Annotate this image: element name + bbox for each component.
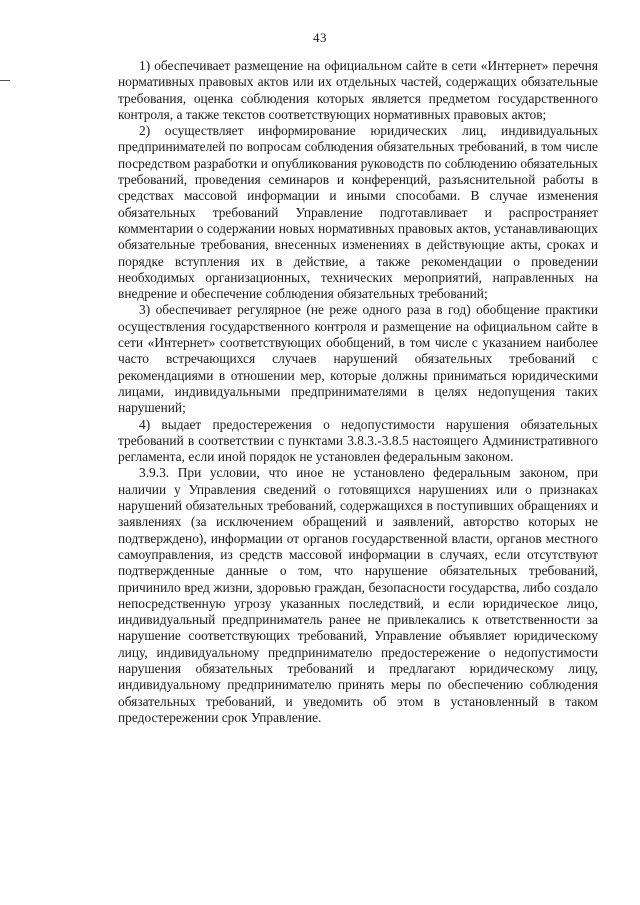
scan-edge-mark <box>0 80 10 81</box>
paragraph-item-4: 4) выдает предостережения о недопустимости нарушения обязательных требований в соответствии с пунктами 3.8.3.-3.8.5 настоящего Административного регламента, если иной порядок не установлен федеральным законом. <box>118 416 598 465</box>
paragraph-item-1: 1) обеспечивает размещение на официальном сайте в сети «Интернет» перечня нормативных правовых актов или их отдельных частей, содержащих обязательные требования, оценка соблюдения которых является предметом государственного контроля, а также текстов соответствующих нормативных правовых актов; <box>118 58 598 122</box>
page-number: 43 <box>313 30 327 45</box>
document-body <box>118 58 598 726</box>
paragraph-section-3-9-3: 3.9.3. При условии, что иное не установлено федеральным законом, при наличии у Управления сведений о готовящихся нарушениях или о признаках нарушений обязательных требований, содержащихся в поступивших обращениях и заявлениях (за исключением обращений и заявлений, авторство которых не подтверждено), информации от органов государственной власти, органов местного самоуправления, из средств массовой информации в случаях, если отсутствуют подтвержденные данные о том, что нарушение обязательных требований, причинило вред жизни, здоровью граждан, безопасности государства, либо создало непосредственную угрозу указанных последствий, и если юридическое лицо, индивидуальный предприниматель ранее не привлекались к ответственности за нарушение соответствующих требований, Управление объявляет юридическому лицу, индивидуальному предпринимателю предостережение о недопустимости нарушения обязательных требований и предлагают юридическому лицу, индивидуальному предпринимателю принять меры по обеспечению соблюдения обязательных требований, и уведомить об этом в установленный в таком предостережении срок Управление. <box>118 465 598 725</box>
paragraph-item-2: 2) осуществляет информирование юридических лиц, индивидуальных предпринимателей по вопросам соблюдения обязательных требований, в том числе посредством разработки и опубликования руководств по соблюдению обязательных требований, проведения семинаров и конференций, разъяснительной работы в средствах массовой информации и иными способами. В случае изменения обязательных требований Управление подготавливает и распространяет комментарии о содержании новых нормативных правовых актов, устанавливающих обязательные требования, внесенных изменениях в действующие акты, сроках и порядке вступления их в действие, а также рекомендации о проведении необходимых организационных, технических мероприятий, направленных на внедрение и обеспечение соблюдения обязательных требований; <box>118 123 598 302</box>
paragraph-item-3: 3) обеспечивает регулярное (не реже одного раза в год) обобщение практики осуществления государственного контроля и размещение на официальном сайте в сети «Интернет» соответствующих обобщений, в том числе с указанием наиболее часто встречающихся случаев нарушений обязательных требований с рекомендациями в отношении мер, которые должны приниматься юридическими лицами, индивидуальными предпринимателями в целях недопущения таких нарушений; <box>118 302 598 416</box>
